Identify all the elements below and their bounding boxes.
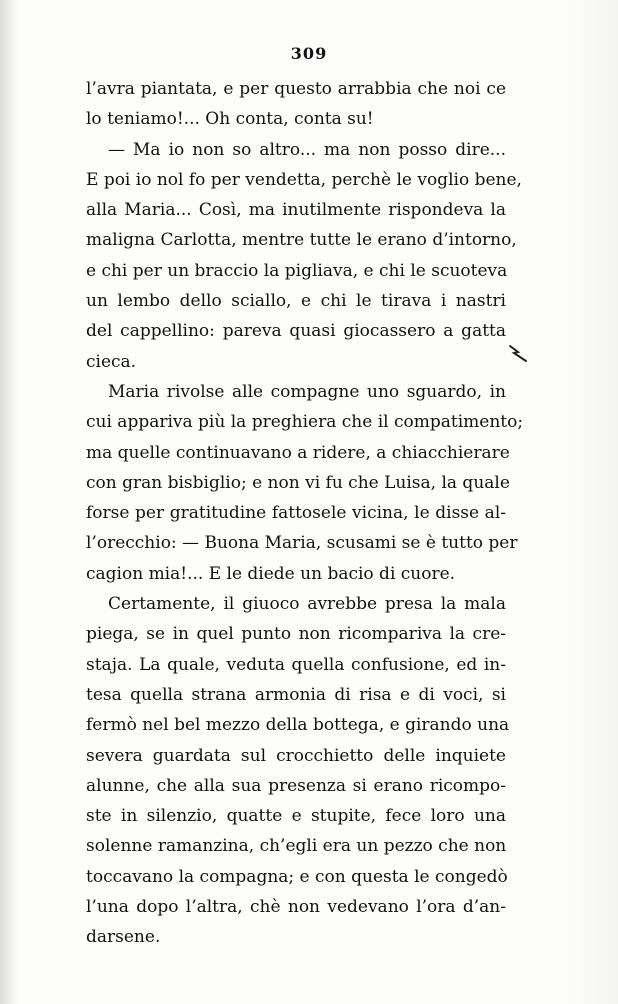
text-line: cagion mia!... E le diede un bacio di cuore. bbox=[86, 563, 456, 584]
text-line: l’una dopo l’altra, chè non vedevano l’ora d’an- bbox=[86, 897, 506, 918]
text-line: maligna Carlotta, mentre tutte le erano d’intorno, bbox=[86, 230, 517, 251]
page-number: 309 bbox=[290, 44, 328, 63]
text-line: — Ma io non so altro... ma non posso dire... bbox=[108, 139, 506, 160]
text-line: con gran bisbiglio; e non vi fu che Luisa, la quale bbox=[86, 472, 510, 493]
page-binding-shadow bbox=[0, 0, 18, 1004]
text-line: cui appariva più la preghiera che il compatimento; bbox=[86, 412, 524, 433]
text-line: ma quelle continuavano a ridere, a chiacchierare bbox=[86, 442, 510, 463]
text-line: darsene. bbox=[86, 927, 161, 948]
text-line: alunne, che alla sua presenza si erano ricompo- bbox=[86, 775, 506, 796]
text-line: Maria rivolse alle compagne uno sguardo, in bbox=[108, 381, 506, 402]
text-line: un lembo dello sciallo, e chi le tirava i nastri bbox=[86, 291, 506, 312]
text-line: severa guardata sul crocchietto delle inquiete bbox=[86, 745, 506, 766]
text-line: Certamente, il giuoco avrebbe presa la mala bbox=[108, 594, 506, 615]
text-line: del cappellino: pareva quasi giocassero a gatta bbox=[86, 321, 506, 342]
text-line: l’orecchio: — Buona Maria, scusami se è tutto per bbox=[86, 533, 518, 554]
text-line: tesa quella strana armonia di risa e di voci, si bbox=[86, 684, 506, 705]
text-line: forse per gratitudine fattosele vicina, le disse al- bbox=[86, 503, 506, 524]
text-line: lo teniamo!... Oh conta, conta su! bbox=[86, 109, 374, 130]
text-line: cieca. bbox=[86, 351, 137, 372]
text-line: fermò nel bel mezzo della bottega, e girando una bbox=[86, 715, 510, 736]
text-line: piega, se in quel punto non ricompariva la cre- bbox=[86, 624, 506, 645]
text-line: e chi per un braccio la pigliava, e chi le scuoteva bbox=[86, 260, 508, 281]
body-text bbox=[86, 74, 524, 953]
text-line: E poi io nol fo per vendetta, perchè le voglio bene, bbox=[86, 169, 522, 190]
text-line: ste in silenzio, quatte e stupite, fece loro una bbox=[86, 806, 506, 827]
page-edge-shading bbox=[570, 0, 618, 1004]
text-line: toccavano la compagna; e con questa le congedò bbox=[86, 866, 508, 887]
ink-mark-decoration bbox=[508, 342, 532, 364]
text-line: l’avra piantata, e per questo arrabbia che noi ce bbox=[86, 79, 506, 99]
text-line: alla Maria... Così, ma inutilmente rispondeva la bbox=[86, 200, 506, 221]
text-line: solenne ramanzina, ch’egli era un pezzo che non bbox=[86, 836, 507, 857]
text-line: staja. La quale, veduta quella confusione, ed in- bbox=[86, 654, 506, 675]
